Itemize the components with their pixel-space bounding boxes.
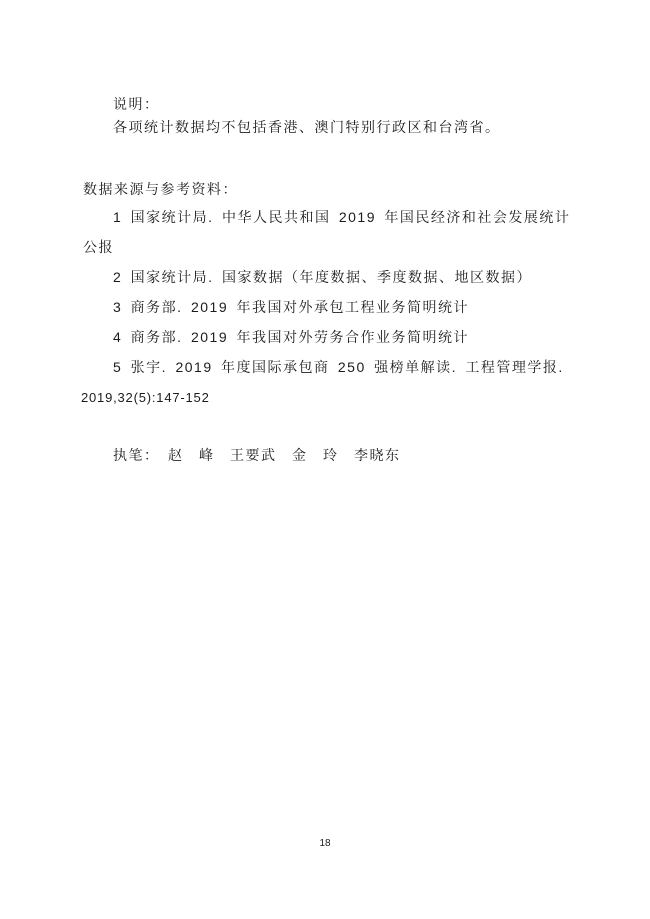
page-number: 18	[319, 838, 331, 849]
reference-item-1: 1 国家统计局. 中华人民共和国 2019 年国民经济和社会发展统计	[113, 209, 571, 225]
reference-item-4: 4 商务部. 2019 年我国对外劳务合作业务简明统计	[113, 329, 469, 345]
reference-item-5: 5 张宇. 2019 年度国际承包商 250 强榜单解读. 工程管理学报.	[113, 359, 564, 375]
reference-item-5-continuation: 2019,32(5):147-152	[81, 390, 210, 405]
note-heading: 说明：	[113, 96, 160, 112]
note-body: 各项统计数据均不包括香港、澳门特别行政区和台湾省。	[113, 119, 501, 135]
reference-item-2: 2 国家统计局. 国家数据（年度数据、季度数据、地区数据）	[113, 269, 532, 285]
sources-heading: 数据来源与参考资料：	[83, 181, 238, 197]
reference-item-3: 3 商务部. 2019 年我国对外承包工程业务简明统计	[113, 299, 469, 315]
byline-authors: 执笔： 赵 峰 王要武 金 玲 李晓东	[113, 447, 401, 463]
reference-item-1-continuation: 公报	[83, 239, 114, 255]
